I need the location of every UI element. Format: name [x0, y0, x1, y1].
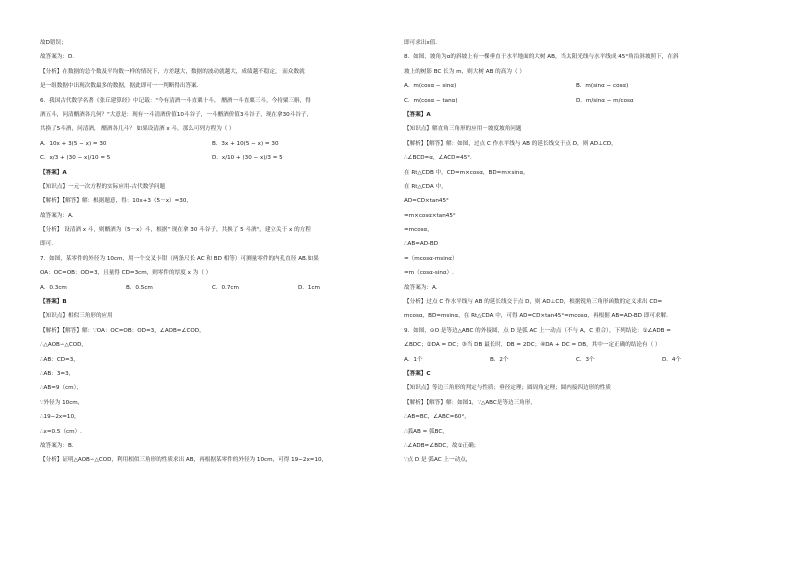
text-line: 在 Rt△CDA 中， — [404, 183, 447, 190]
option-choice: B．m(sinα − cosα) — [576, 83, 629, 90]
text-line: AD=CD×tan45° — [404, 198, 449, 205]
options-row — [404, 94, 756, 108]
options-row — [40, 151, 392, 165]
text-line: =m×cosα×tan45° — [404, 212, 456, 219]
text-line: 8．如图，坡角为α的斜坡上有一棵垂直于水平地面的大树 AB，当太阳光线与水平线成 45°角沿斜坡照下，在斜 — [404, 54, 679, 61]
text-line: OA：OC=OB：OD=3，且量得 CD=3cm，则零件的厚度 x 为（ ） — [40, 270, 212, 277]
option-choice: B．0.5cm — [126, 284, 153, 291]
text-line: ∴AB=BC，∠ABC=60°， — [404, 414, 470, 421]
text-line: 【解析】【解答】解：根据题意，得：10x+3（5－x）=30， — [40, 198, 193, 205]
text-line: ∴弧AB = 弧BC， — [404, 428, 448, 435]
options-row — [40, 281, 392, 295]
text-line: 7．如图，某零件的外径为 10cm，用一个交叉卡钳（两条尺长 AC 和 BD 相等）可测量零件的内孔直径 AB.如果 — [40, 255, 319, 262]
option-choice: A．m(cosα − sinα) — [404, 83, 457, 90]
option-choice: A．0.3cm — [40, 284, 67, 291]
text-line: 酒五斗，问清醑酒各几何？"大意是：现有一斗清酒价值10斗谷子，一斗醑酒价值3斗谷子，现在拿30斗谷子， — [40, 111, 313, 118]
text-line: ∴∠BCD=α，∠ACD=45°. — [404, 155, 472, 162]
text-line: 【答案】C — [404, 370, 431, 377]
text-line: 【答案】A — [404, 111, 431, 118]
text-line: 【答案】B — [40, 299, 67, 306]
text-line: ∴AB=AD-BD — [404, 241, 439, 248]
options-row — [404, 79, 756, 93]
text-line: ∴19−2x=10， — [40, 414, 80, 421]
option-choice: D．m/sinα − m/cosα — [576, 97, 634, 104]
text-line: 即可求出x值. — [404, 40, 438, 46]
text-line: 【答案】A — [40, 169, 67, 176]
text-line: 【知识点】一元一次方程的实际应用-古代数学问题 — [40, 183, 166, 190]
text-line: ∴AB=9（cm）， — [40, 385, 82, 392]
option-choice: C．x/3 + (30 − x)/10 = 5 — [40, 155, 111, 162]
option-choice: C．m(cosα − tanα) — [404, 97, 458, 104]
text-line: 故答案为：A. — [404, 284, 438, 291]
text-line: 【分析】证明△AOB∽△COD，利用相似三角形的性质求出 AB，再根据某零件的外径为 10cm，可得 19−2x=10， — [40, 457, 328, 464]
text-line: 坡上的树影 BC 长为 m，则大树 AB 的高为（ ） — [404, 68, 525, 75]
text-line: 【分析】过点 C 作水平线与 AB 的延长线交于点 D，则 AD⊥CD，根据锐角三角形函数的定义求出 CD= — [404, 299, 663, 306]
option-choice: D．1cm — [298, 284, 320, 291]
text-line: ∠BDC；②DA = DC；③当 DB 最长时，DB = 2DC；④DA + DC = DB，其中一定正确的结论有（ ） — [404, 342, 661, 349]
text-line: 6．我国古代数学名著《张丘建算经》中记载："今有清酒一斗直粟十斗， 醑酒一斗直粟三斗，今持粟三斛，得 — [40, 97, 311, 104]
text-line: 【知识点】相似三角形的应用 — [40, 313, 113, 320]
text-line: 【知识点】解直角三角形的应用－坡度坡角问题 — [404, 126, 522, 133]
text-line: ∴∠ADB=∠BDC，故①正确； — [404, 442, 480, 449]
text-line: ∴△AOB∽△COD， — [40, 342, 88, 349]
text-line: ∴AB：3=3， — [40, 370, 75, 377]
option-choice: C．0.7cm — [212, 284, 239, 291]
text-line: 故答案为：D. — [40, 54, 75, 61]
text-line: mcosα，BD=msinα，在 Rt△CDA 中，可得 AD=CD×tan45°=mcosα，再根据 AB=AD-BD 即可求解. — [404, 313, 668, 320]
text-line: =mcosα， — [404, 227, 433, 234]
option-choice: B．3x + 10(5 − x) = 30 — [212, 140, 279, 147]
text-line: 共换了5斗酒，问清酒， 醑酒各几斗？ 如果设清酒 x 斗，那么可列方程为（ ） — [40, 126, 235, 133]
right-column — [404, 36, 756, 468]
text-line: ∴AB：CD=3， — [40, 356, 79, 363]
option-choice: A．10x + 3(5 − x) = 30 — [40, 140, 107, 147]
options-row — [404, 353, 756, 367]
option-choice: C．3个 — [576, 356, 595, 363]
left-column — [40, 36, 392, 468]
text-line: 在 Rt△CDB 中，CD=m×cosα，BD=m×sinα， — [404, 169, 529, 176]
text-line: 故答案为：B. — [40, 442, 74, 449]
text-line: ∴x=0.5（cm）. — [40, 428, 82, 435]
text-line: 【解析】【解答】解：∵OA：OC=OB：OD=3，∠AOB=∠COD， — [40, 327, 205, 334]
text-line: ∵点 D 是 弧AC 上一动点， — [404, 457, 472, 464]
text-line: 【分析】在数据的总个数及平均数一样的情况下，方差越大，数据的波动就越大，成绩越不稳定， 而众数就 — [40, 68, 305, 75]
text-line: 9．如图，⊙O 是等边△ABC 的外接圆，点 D 是弧 AC 上一动点（不与 A，C 重合），下列结论：①∠ADB = — [404, 327, 671, 334]
text-line: =m（cosα-sinα）. — [404, 270, 454, 277]
text-line: ∵外径为 10cm， — [40, 399, 84, 406]
text-line: 是一组数据中出现次数最多的数据，据此即可一一判断得出答案. — [40, 83, 199, 90]
text-line: 故答案为：A. — [40, 212, 74, 219]
option-choice: D．4个 — [662, 356, 682, 363]
option-choice: A．1个 — [404, 356, 423, 363]
text-line: 【知识点】等边三角形的判定与性质；垂径定理；圆周角定理；圆内接四边形的性质 — [404, 385, 611, 392]
text-line: =（mcosα-msinα） — [404, 255, 458, 262]
text-line: 【分析】 设清酒 x 斗，则醑酒为（5－x）斗，根据" 现在拿 30 斗谷子，共换了 5 斗酒"，建立关于 x 的方程 — [40, 227, 311, 234]
text-line: 即可. — [40, 241, 53, 248]
options-row — [40, 137, 392, 151]
text-line: 【解析】【解答】解：如图，过点 C 作水平线与 AB 的延长线交于点 D，则 AD⊥CD， — [404, 140, 617, 147]
text-line: 【解析】【解答】解：如图1，∵△ABC是等边三角形， — [404, 399, 536, 406]
text-line: 故D错误； — [40, 40, 67, 46]
option-choice: D．x/10 + (30 − x)/3 = 5 — [212, 155, 283, 162]
option-choice: B．2个 — [490, 356, 509, 363]
